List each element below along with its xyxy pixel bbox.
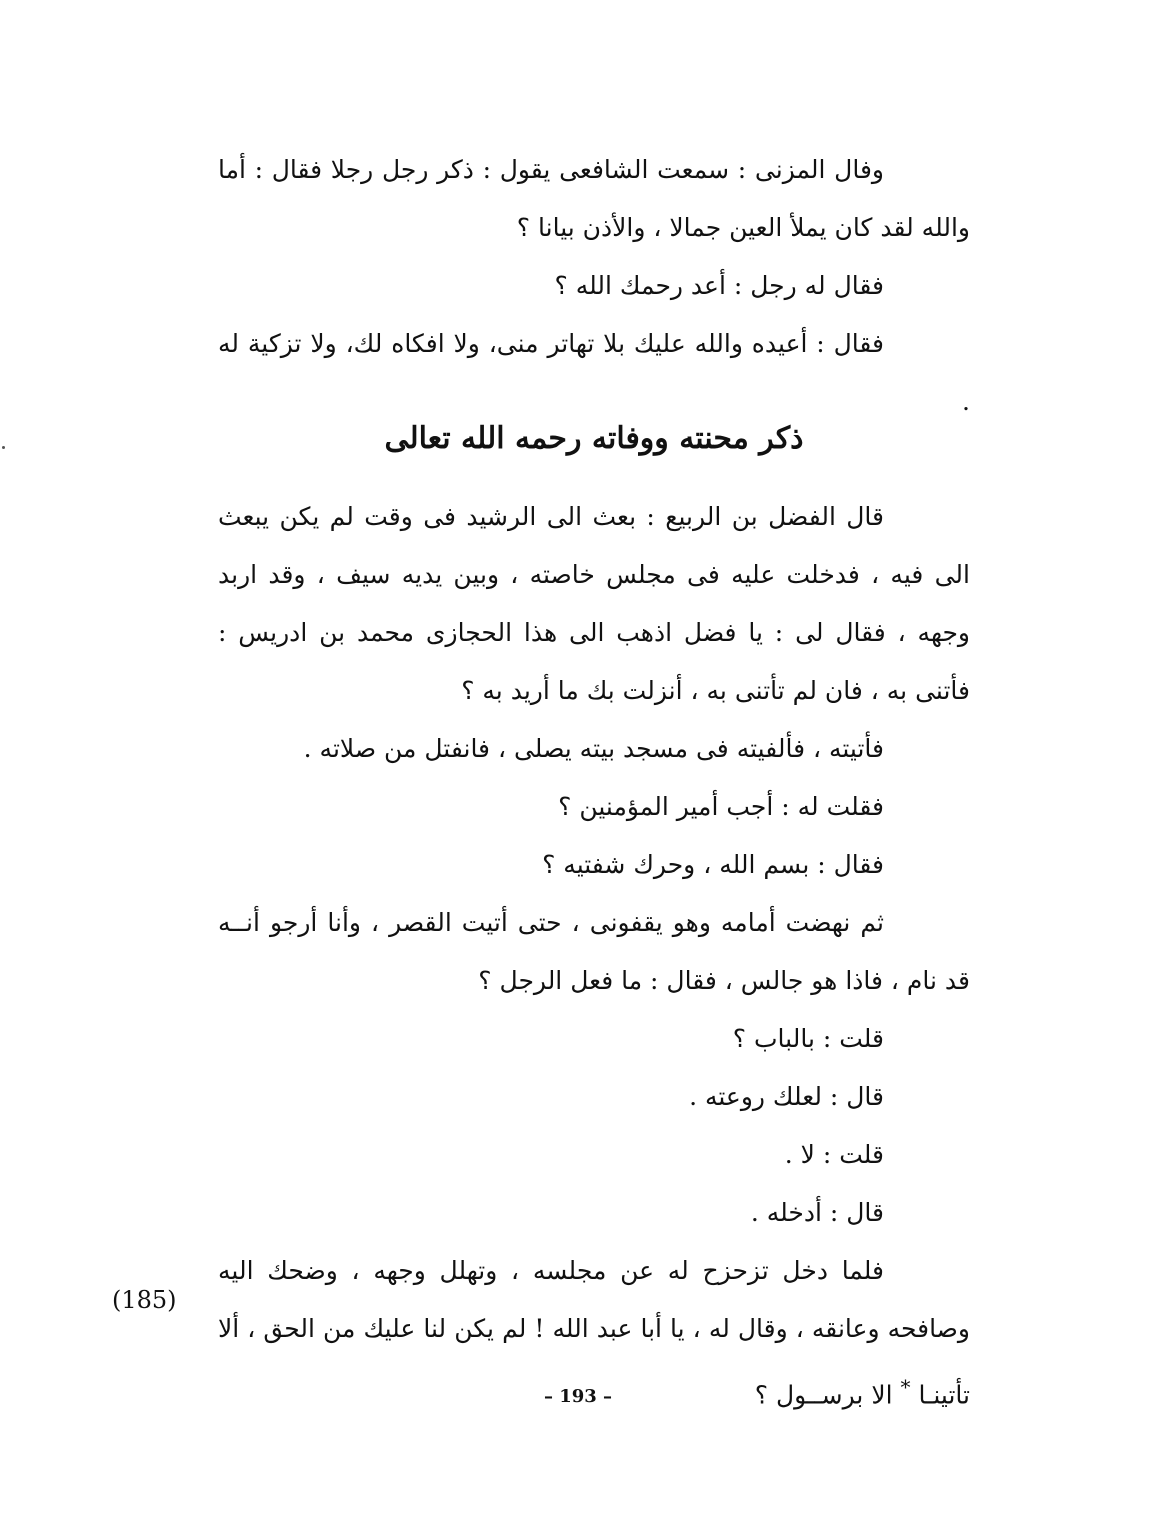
- paragraph-summon: فقلت له : أجب أمير المؤمنين ؟: [558, 792, 884, 821]
- paragraph-found-praying: فأتيته ، فألفيته فى مسجد بيته يصلى ، فانفتل من صلاته .: [303, 734, 884, 763]
- footnote-marker: *: [900, 1375, 911, 1399]
- scan-speck: [2, 446, 5, 449]
- margin-reference-number: (185): [112, 1286, 177, 1314]
- opening-section: [218, 141, 970, 431]
- paragraph-welcome-tail: الا برســول ؟: [754, 1380, 893, 1410]
- trial-section: [218, 488, 970, 1424]
- paragraph-welcome-text: فلما دخل تزحزح له عن مجلسه ، وتهلل وجهه ، وضحك اليه وصافحه وعانقه ، وقال له ، يا أبا عبد الله ! لم يكن لنا عليك من الحق ، ألا تأتينـا: [218, 1256, 970, 1410]
- paragraph-repeat-request: فقال له رجل : أعد رحمك الله ؟: [554, 271, 884, 300]
- paragraph-fadl-narration: قال الفضل بن الربيع : بعث الى الرشيد فى وقت لم يكن يبعث الى فيه ، فدخلت عليه فى مجلس خاصته ، وبين يديه سيف ، وقد اربد وجهه ، فقال لى : يا فضل اذهب الى هذا الحجازى محمد بن ادريس : فأتنى به ، فان لم تأتنى به ، أنزلت بك ما أريد به ؟: [218, 502, 970, 705]
- paragraph-muzani-quote: وفال المزنى : سمعت الشافعى يقول : ذكر رجل رجلا فقال : أما والله لقد كان يملأ العين جمالا ، والأذن بيانا ؟: [218, 155, 970, 242]
- page-number: – 193 –: [543, 1386, 613, 1407]
- section-heading: ذكر محنته ووفاته رحمه الله تعالى: [384, 421, 804, 456]
- dialogue-bring-in: قال : أدخله .: [750, 1198, 884, 1227]
- dialogue-no: قلت : لا .: [784, 1140, 884, 1169]
- dialogue-frightened: قال : لعلك روعته .: [689, 1082, 884, 1111]
- paragraph-arrival-palace: ثم نهضت أمامه وهو يقفونى ، حتى أتيت القصر ، وأنا أرجو أنــه قد نام ، فاذا هو جالس ، فقال : ما فعل الرجل ؟: [218, 908, 970, 995]
- paragraph-bismillah: فقال : بسم الله ، وحرك شفتيه ؟: [542, 850, 884, 879]
- paragraph-reply: فقال : أعيده والله عليك بلا تهاتر منى، ولا افكاه لك، ولا تزكية له .: [218, 329, 970, 416]
- dialogue-at-door: قلت : بالباب ؟: [732, 1024, 884, 1053]
